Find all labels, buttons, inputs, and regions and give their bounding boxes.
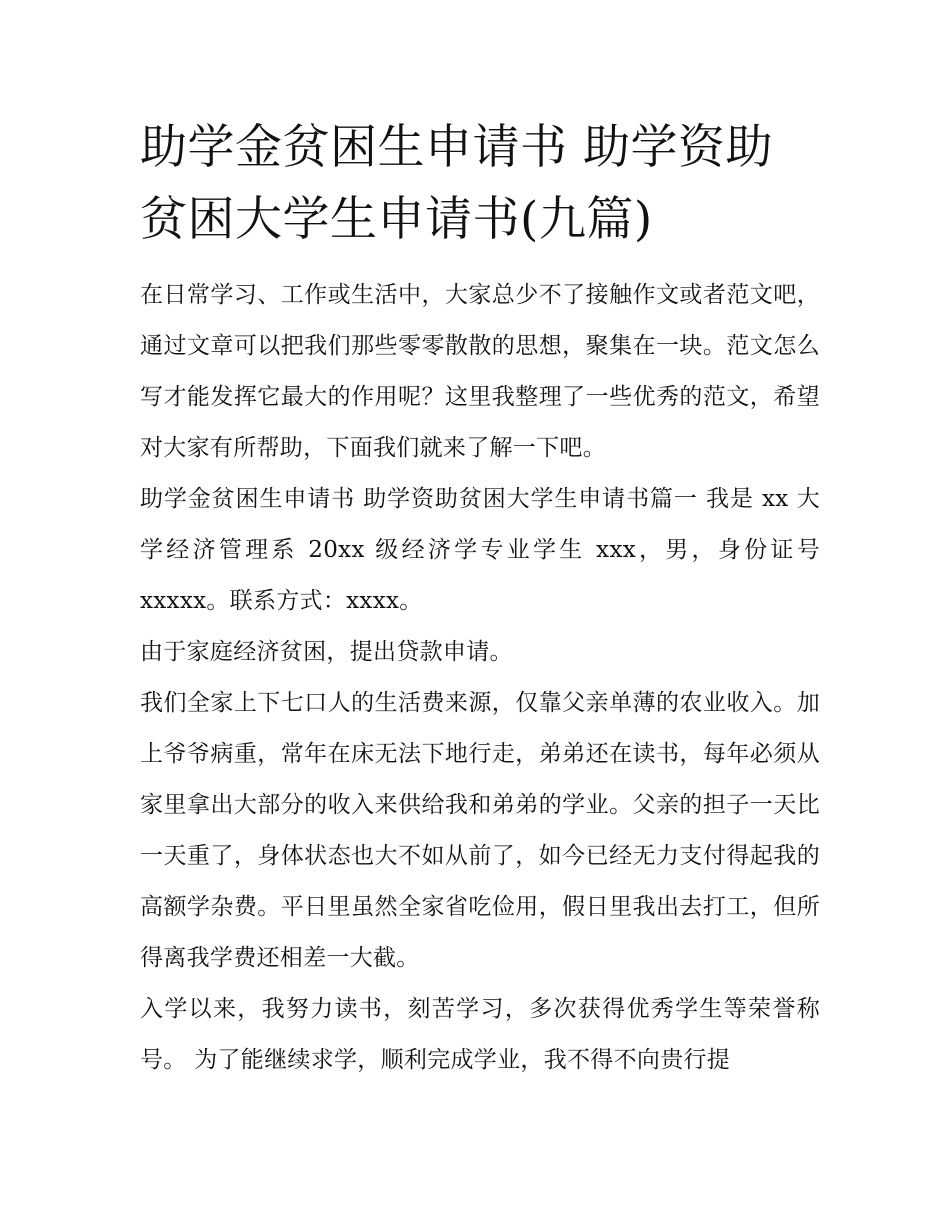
paragraph-applicant-info: 助学金贫困生申请书 助学资助贫困大学生申请书篇一 我是 xx 大学经济管理系 20xx 级经济学专业学生 xxx，男，身份证号 xxxxx。联系方式：xxxx。 [140,486,820,614]
paragraph-intro: 在日常学习、工作或生活中，大家总少不了接触作文或者范文吧，通过文章可以把我们那些零零散散的思想，聚集在一块。范文怎么写才能发挥它最大的作用呢？这里我整理了一些优秀的范文，希望对大家有所帮助，下面我们就来了解一下吧。 [140,282,820,461]
paragraph-study-record: 入学以来，我努力读书，刻苦学习，多次获得优秀学生等荣誉称号。 为了能继续求学，顺利完成学业，我不得不向贵行提 [140,996,820,1073]
document-page [140,112,820,1086]
document-title: 助学金贫困生申请书 助学资助贫困大学生申请书(九篇) [140,120,773,247]
paragraph-loan-request: 由于家庭经济贫困，提出贷款申请。 [140,639,513,665]
paragraph-family-situation: 我们全家上下七口人的生活费来源，仅靠父亲单薄的农业收入。加上爷爷病重，常年在床无法下地行走，弟弟还在读书，每年必须从家里拿出大部分的收入来供给我和弟弟的学业。父亲的担子一天比一天重了，身体状态也大不如从前了，如今已经无力支付得起我的高额学杂费。平日里虽然全家省吃俭用，假日里我出去打工，但所得离我学费还相差一大截。 [140,690,820,971]
document-body [140,270,820,1086]
